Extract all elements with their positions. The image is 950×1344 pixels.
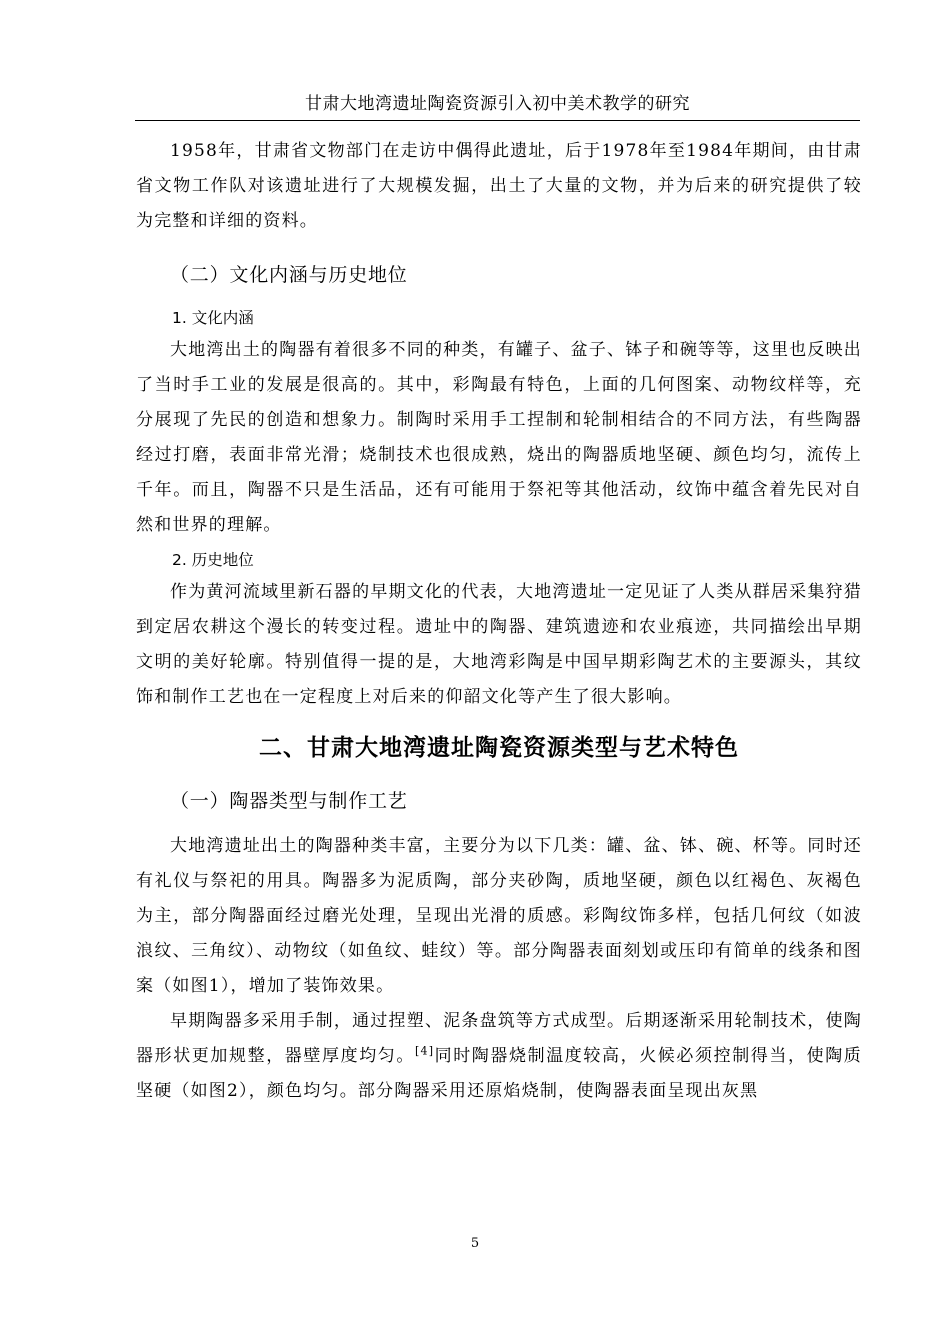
section-heading-culture-history: （二）文化内涵与历史地位 <box>170 264 408 286</box>
paragraph-cultural-connotation: 大地湾出土的陶器有着很多不同的种类，有罐子、盆子、钵子和碗等等，这里也反映出了当时手工业的发展是很高的。其中，彩陶最有特色，上面的几何图案、动物纹样等，充分展现了先民的创造和想象力。制陶时采用手工捏制和轮制相结合的不同方法，有些陶器经过打磨，表面非常光滑；烧制技术也很成熟，烧出的陶器质地坚硬、颜色均匀，流传上千年。而且，陶器不只是生活品，还有可能用于祭祀等其他活动，纹饰中蕴含着先民对自然和世界的理解。 <box>136 340 862 535</box>
chapter-heading: 二、甘肃大地湾遗址陶瓷资源类型与艺术特色 <box>259 735 739 761</box>
subheading-historical-status: 2. 历史地位 <box>172 551 254 569</box>
header-divider <box>135 120 860 121</box>
paragraph-pottery-craft <box>136 1004 862 1109</box>
craft-text-part1: 早期陶器多采用手制，通过捏塑、泥条盘筑等方式成型。后期逐渐采用轮制技术，使陶器形状更加规整，器壁厚度均匀。 <box>136 1011 862 1066</box>
citation-reference[interactable]: [4] <box>415 1044 435 1058</box>
page-body <box>136 134 862 1109</box>
paragraph-historical-status: 作为黄河流域里新石器的早期文化的代表，大地湾遗址一定见证了人类从群居采集狩猎到定居农耕这个漫长的转变过程。遗址中的陶器、建筑遗迹和农业痕迹，共同描绘出早期文明的美好轮廓。特别值得一提的是，大地湾彩陶是中国早期彩陶艺术的主要源头，其纹饰和制作工艺也在一定程度上对后来的仰韶文化等产生了很大影响。 <box>136 582 862 707</box>
intro-paragraph: 1958年，甘肃省文物部门在走访中偶得此遗址，后于1978年至1984年期间，由甘肃省文物工作队对该遗址进行了大规模发掘，出土了大量的文物，并为后来的研究提供了较为完整和详细的资料。 <box>136 141 862 231</box>
running-header: 甘肃大地湾遗址陶瓷资源引入初中美术教学的研究 <box>305 94 690 114</box>
section-heading-pottery-types: （一）陶器类型与制作工艺 <box>170 790 408 812</box>
paragraph-pottery-types: 大地湾遗址出土的陶器种类丰富，主要分为以下几类：罐、盆、钵、碗、杯等。同时还有礼仪与祭祀的用具。陶器多为泥质陶，部分夹砂陶，质地坚硬，颜色以红褐色、灰褐色为主，部分陶器面经过磨光处理，呈现出光滑的质感。彩陶纹饰多样，包括几何纹（如波浪纹、三角纹）、动物纹（如鱼纹、蛙纹）等。部分陶器表面刻划或压印有简单的线条和图案（如图1），增加了装饰效果。 <box>136 836 862 996</box>
page-number: 5 <box>470 1236 480 1251</box>
subheading-cultural-connotation: 1. 文化内涵 <box>172 309 254 327</box>
craft-text-part2: 同时陶器烧制温度较高，火候必须控制得当，使陶质坚硬（如图2），颜色均匀。部分陶器采用还原焰烧制，使陶器表面呈现出灰黑 <box>136 1046 863 1101</box>
